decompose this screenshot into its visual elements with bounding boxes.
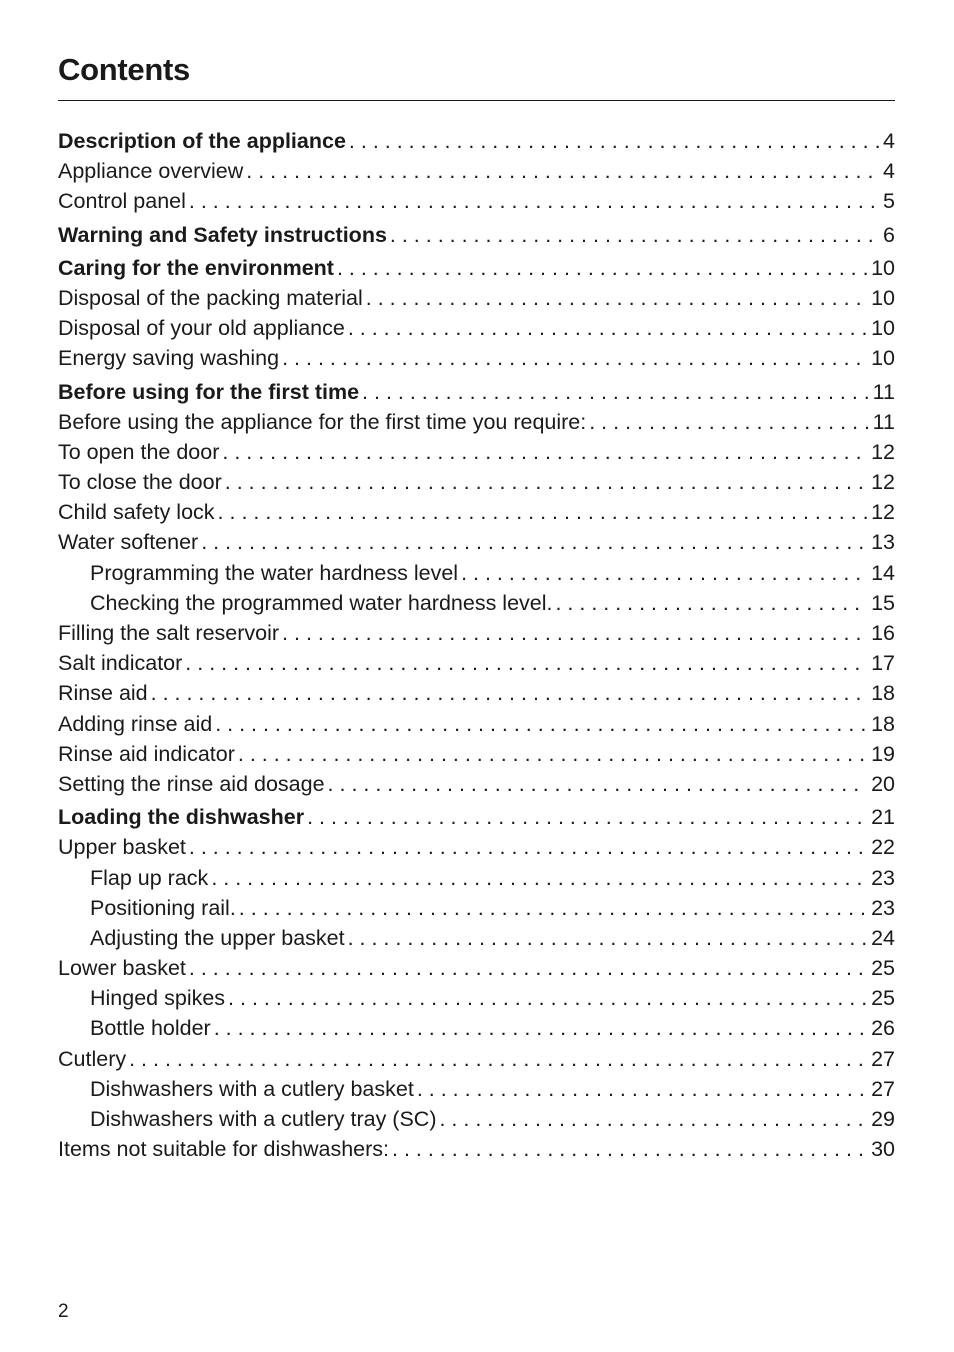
toc-entry-label: Filling the salt reservoir — [58, 621, 280, 645]
toc-entry-label: Cutlery — [58, 1046, 127, 1071]
toc-entry-page: 13 — [871, 530, 895, 555]
toc-leader-dots — [228, 983, 867, 1013]
toc-entry-page: 27 — [871, 1076, 895, 1101]
toc-leader-dots — [390, 220, 879, 250]
toc-entry[interactable] — [58, 923, 895, 953]
toc-entry[interactable] — [58, 983, 895, 1013]
toc-leader-dots — [185, 648, 867, 678]
toc-leader-dots — [225, 467, 867, 497]
toc-entry[interactable] — [58, 253, 895, 283]
toc-entry-page: 20 — [871, 771, 895, 796]
toc-entry-page: 25 — [871, 986, 895, 1011]
toc-entry-page: 23 — [871, 865, 895, 890]
toc-leader-dots — [348, 923, 867, 953]
toc-entry-page: 24 — [871, 925, 895, 950]
toc-entry-label: Programming the water hardness level — [90, 560, 459, 585]
toc-leader-dots — [222, 437, 867, 467]
toc-entry-page: 25 — [871, 956, 895, 981]
toc-leader-dots — [348, 313, 867, 343]
toc-entry[interactable] — [58, 648, 895, 678]
toc-leader-dots — [555, 588, 867, 618]
toc-entry-label: Before using the appliance for the first time you require: — [58, 409, 587, 434]
toc-entry[interactable] — [58, 407, 895, 437]
toc-entry-page: 21 — [871, 805, 895, 830]
toc-entry-page: 19 — [871, 741, 895, 766]
toc-leader-dots — [151, 678, 867, 708]
page-number: 2 — [58, 1301, 69, 1322]
toc-entry[interactable] — [58, 953, 895, 983]
toc-entry[interactable] — [58, 343, 895, 373]
toc-entry[interactable] — [58, 497, 895, 527]
toc-entry-page: 10 — [871, 285, 895, 310]
toc-leader-dots — [337, 253, 867, 283]
toc-entry-page: 12 — [871, 439, 895, 464]
toc-entry-page: 5 — [883, 189, 895, 214]
toc-entry-label: To close the door — [58, 470, 222, 495]
toc-entry-page: 18 — [871, 681, 895, 706]
toc-entry[interactable] — [58, 739, 895, 769]
toc-entry[interactable] — [58, 769, 895, 799]
toc-leader-dots — [201, 527, 867, 557]
toc-entry-label: Water softener — [58, 530, 199, 555]
toc-entry[interactable] — [58, 156, 895, 186]
toc-entry-label: Rinse aid indicator — [58, 741, 235, 766]
toc-entry-label: Adjusting the upper basket — [90, 925, 345, 950]
toc-leader-dots — [215, 709, 867, 739]
toc-entry-page: 23 — [871, 895, 895, 920]
toc-entry-page: 12 — [871, 470, 895, 495]
toc-entry-label: Disposal of your old appliance — [58, 316, 345, 341]
toc-leader-dots — [129, 1044, 867, 1074]
toc-entry-label: Dishwashers with a cutlery tray (SC) — [90, 1107, 437, 1131]
toc-entry[interactable] — [58, 186, 895, 216]
toc-entry-label: Caring for the environment — [58, 255, 334, 280]
toc-entry-label: Salt indicator — [58, 651, 183, 676]
toc-entry-label: Dishwashers with a cutlery basket — [90, 1076, 414, 1101]
toc-leader-dots — [211, 863, 867, 893]
toc-leader-dots — [189, 186, 879, 216]
toc-entry-label: Warning and Safety instructions — [58, 222, 387, 247]
toc-entry-page: 11 — [872, 379, 895, 404]
toc-entry-label: Setting the rinse aid dosage — [58, 771, 325, 796]
toc-entry-page: 15 — [871, 590, 895, 615]
toc-leader-dots — [328, 769, 868, 799]
toc-entry[interactable] — [58, 467, 895, 497]
toc-entry-label: Positioning rail. — [90, 895, 236, 920]
toc-leader-dots — [282, 618, 867, 648]
toc-entry[interactable] — [58, 1134, 895, 1164]
toc-entry[interactable] — [58, 283, 895, 313]
toc-entry-label: Control panel — [58, 189, 186, 214]
toc-entry-label: Before using for the first time — [58, 379, 360, 404]
toc-entry[interactable] — [58, 377, 895, 407]
toc-entry[interactable] — [58, 558, 895, 588]
toc-entry[interactable] — [58, 863, 895, 893]
toc-entry-page: 14 — [871, 560, 895, 585]
toc-entry[interactable] — [58, 618, 895, 648]
toc-entry-label: Items not suitable for dishwashers: — [58, 1137, 390, 1162]
toc-entry-label: Child safety lock — [58, 500, 215, 525]
toc-leader-dots — [417, 1074, 867, 1104]
toc-entry[interactable] — [58, 678, 895, 708]
toc-entry-label: To open the door — [58, 439, 220, 464]
table-of-contents — [58, 126, 895, 1164]
toc-leader-dots — [392, 1134, 867, 1164]
page-title: Contents — [58, 52, 190, 87]
toc-leader-dots — [239, 893, 867, 923]
toc-leader-dots — [362, 377, 869, 407]
toc-entry-label: Bottle holder — [90, 1016, 211, 1041]
toc-entry-label: Disposal of the packing material — [58, 285, 363, 310]
toc-entry-page: 4 — [883, 159, 895, 184]
toc-entry[interactable] — [58, 588, 895, 618]
toc-entry[interactable] — [58, 802, 895, 832]
toc-leader-dots — [218, 497, 868, 527]
toc-entry[interactable] — [58, 313, 895, 343]
toc-entry-page: 17 — [871, 651, 895, 676]
toc-leader-dots — [439, 1104, 867, 1134]
toc-entry-page: 11 — [872, 409, 895, 434]
toc-entry-label: Adding rinse aid — [58, 711, 213, 736]
toc-entry-page: 30 — [871, 1137, 895, 1162]
toc-entry-label: Appliance overview — [58, 159, 244, 184]
toc-entry-page: 10 — [871, 255, 895, 280]
toc-entry[interactable] — [58, 1013, 895, 1043]
toc-leader-dots — [238, 739, 867, 769]
toc-entry-label: Description of the appliance — [58, 129, 346, 153]
toc-entry-label: Flap up rack — [90, 865, 209, 890]
toc-leader-dots — [246, 156, 879, 186]
toc-entry-page: 26 — [871, 1016, 895, 1041]
toc-entry-page: 27 — [871, 1046, 895, 1071]
toc-entry[interactable] — [58, 126, 895, 156]
toc-entry[interactable] — [58, 1104, 895, 1134]
toc-entry-label: Loading the dishwasher — [58, 805, 305, 830]
title-divider — [58, 100, 895, 101]
toc-entry[interactable] — [58, 527, 895, 557]
toc-entry-page: 29 — [871, 1107, 895, 1131]
toc-entry-label: Hinged spikes — [90, 986, 226, 1011]
toc-entry-page: 12 — [871, 500, 895, 525]
toc-entry-label: Checking the programmed water hardness level. — [90, 590, 553, 615]
toc-leader-dots — [282, 343, 867, 373]
toc-entry[interactable] — [58, 220, 895, 250]
toc-entry[interactable] — [58, 893, 895, 923]
toc-entry[interactable] — [58, 437, 895, 467]
toc-leader-dots — [307, 802, 867, 832]
toc-leader-dots — [589, 407, 868, 437]
toc-entry-page: 16 — [871, 621, 895, 645]
toc-leader-dots — [461, 558, 867, 588]
toc-entry[interactable] — [58, 709, 895, 739]
toc-entry[interactable] — [58, 1074, 895, 1104]
toc-entry-page: 22 — [871, 835, 895, 860]
toc-leader-dots — [189, 953, 867, 983]
toc-entry-label: Lower basket — [58, 956, 186, 981]
toc-entry-label: Rinse aid — [58, 681, 148, 706]
toc-leader-dots — [349, 126, 879, 156]
toc-leader-dots — [366, 283, 867, 313]
toc-entry-label: Energy saving washing — [58, 346, 280, 371]
toc-entry-page: 18 — [871, 711, 895, 736]
toc-entry[interactable] — [58, 1044, 895, 1074]
toc-leader-dots — [189, 832, 867, 862]
toc-leader-dots — [214, 1013, 867, 1043]
toc-entry-page: 4 — [883, 129, 895, 153]
toc-entry-page: 10 — [871, 346, 895, 371]
toc-entry-page: 6 — [883, 222, 895, 247]
toc-entry-page: 10 — [871, 316, 895, 341]
toc-entry-label: Upper basket — [58, 835, 186, 860]
toc-entry[interactable] — [58, 832, 895, 862]
